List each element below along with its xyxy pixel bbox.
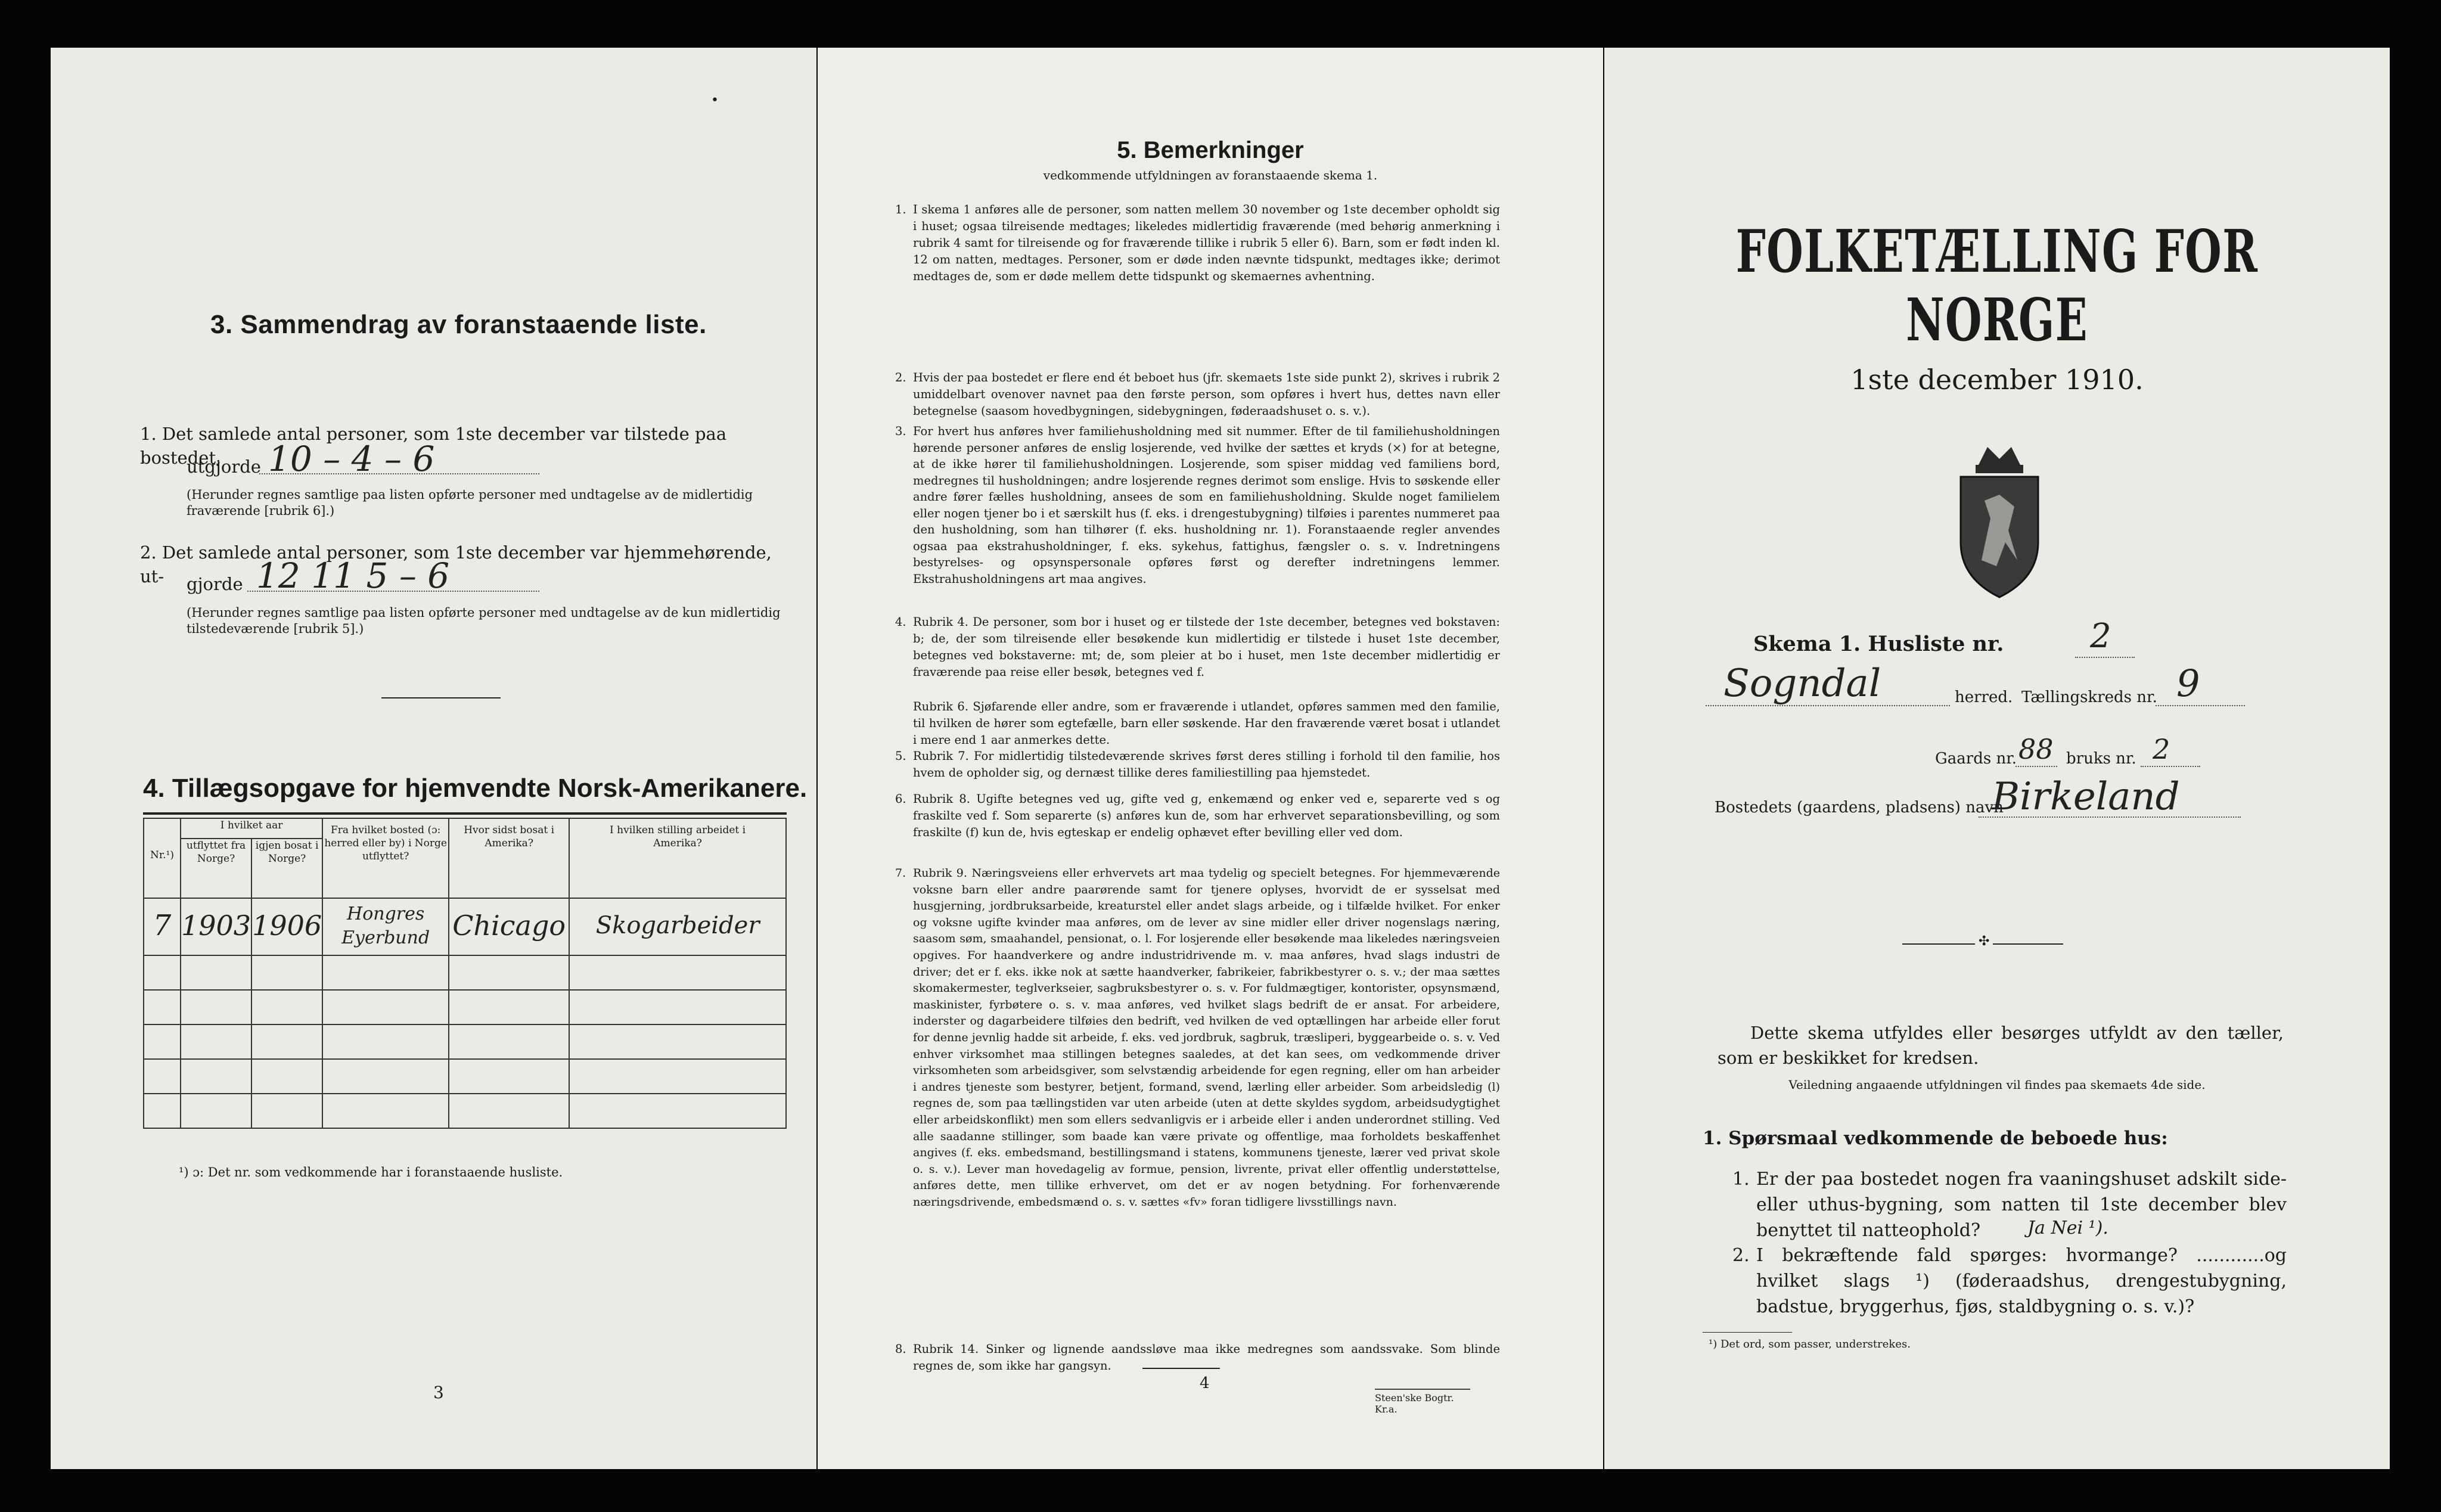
header-emigrated: utflyttet fra Norge? — [181, 839, 251, 898]
table-row — [144, 1094, 786, 1128]
item1-label: utgjorde — [187, 457, 261, 477]
q-footnote: ¹) Det ord, som passer, understrekes. — [1709, 1338, 1911, 1350]
row-nr: 7 — [144, 898, 181, 955]
right-page — [1604, 48, 2390, 1469]
bosted-value: Birkeland — [1992, 775, 2180, 819]
skema-label: Skema 1. Husliste nr. — [1753, 632, 2004, 656]
gaards-value: 88 — [2018, 733, 2054, 765]
table-row — [144, 1024, 786, 1059]
remark-item — [913, 698, 1500, 749]
remark-text: For hvert hus anføres hver familiehusholdning med sit nummer. Efter de til familiehusholdningen hørende personer anføres de enslig losjerende, ved hvilke der sættes et kryds (×) for at betegne, at de ikke hører til familiehusholdningen. Losjerende, som spiser middag ved familiens bord, medregnes til husholdningen; andre losjerende regnes derimot som enslige. Hvis to søskende eller andre fører fælles husholdning, ansees de som en familiehusholdning. Skulde noget familielem eller nogen tjener bo i et særskilt hus (f. eks. i drengestubygning) tilføies i parentes nummeret paa den husholdning, som han tilhører (f. eks. husholdning nr. 1). Foranstaaende regler anvendes ogsaa paa ekstrahusholdninger, f. eks. sykehus, fattighus, fængsler o. s. v. Indretningens bestyrelses- og opsynspersonale opføres først og derefter indretningens lemmer. Ekstrahusholdningens art maa angives. — [913, 424, 1500, 586]
question-2 — [1732, 1243, 2287, 1319]
divider — [381, 697, 501, 698]
remarks-subtitle: vedkommende utfyldningen av foranstaaende skema 1. — [1043, 168, 1378, 182]
remark-number: 3. — [895, 424, 906, 438]
intro-text: Dette skema utfyldes eller besørges utfyldt av den tæller, som er beskikket for kredsen. — [1718, 1023, 2284, 1068]
section4-title: 4. Tillægsopgave for hjemvendte Norsk-Amerikanere. — [143, 774, 808, 803]
row-last-place: Chicago — [449, 898, 569, 955]
remark-item — [895, 201, 1500, 285]
remark-text: Rubrik 14. Sinker og lignende aandssløve maa ikke medregnes som aandssvake. Som blinde regnes de, som ikke har gangsyn. — [913, 1342, 1500, 1373]
table-top-rule — [143, 812, 787, 815]
remark-item — [895, 370, 1500, 420]
header-from-place: Fra hvilket bosted (ɔ: herred eller by) i Norge utflyttet? — [322, 818, 449, 898]
remark-text: Rubrik 9. Næringsveiens eller erhvervets art maa tydelig og specielt betegnes. For hjemmeværende voksne barn eller andre paarørende samt for tjenere oplyses, hvorvidt de er sysselsat med husgjerning, jordbruksarbeide, kreaturstel eller andet slags arbeide, og i tilfælde hvilket. For enker og voksne ugifte kvinder maa anføres, om de lever av sine midler eller driver nogenslags næring, saasom søm, smaahandel, pensionat, o. l. For losjerende eller besøkende maa likeledes næringsveien opgives. For haandverkere og andre industridrivende m. v. maa anføres, hvad slags industri de driver; det er f. eks. ikke nok at sætte haandverker, fabrikeier, fabrikbestyrer o. s. v.; der maa sættes skomakermester, teglverkseier, sagbruksbestyrer o. s. v. For fuldmægtiger, kontorister, opsynsmænd, maskinister, fyrbøtere o. s. v. maa anføres, ved hvilket slags bedrift de er ansat. For arbeidere, inderster og dagarbeidere tilføies den bedrift, ved hvilken de ved optællingen har arbeide eller forut for denne jevnlig hadde sit arbeide, f. eks. ved jordbruk, sagbruk, træsliperi, byggearbeide o. s. v. Ved enhver virksomhet maa stillingen betegnes saaledes, at det kan sees, om vedkommende driver virksomheten som arbeidsgiver, som selvstændig arbeidende for egen regning, eller om han arbeider i andres tjeneste som bestyrer, betjent, formand, svend, lærling eller arbeider. Som arbeidsledig (l) regnes de, som paa tællingstiden var uten arbeide (uten at dette skyldes sygdom, arbeidsudygtighet eller arbeidskonflikt) men som ellers sedvanligvis er i arbeide eller i anden underordnet stilling. Ved alle saadanne stillinger, som baade kan være private og offentlige, maa forholdets beskaffenhet angives (f. eks. embedsmand, bestillingsmand i statens, kommunens tjeneste, lærer ved privat skole o. s. v.). Lever man hovedagelig av formue, pension, livrente, privat eller offentlig understøttelse, anføres dette, men tillike erhvervet, om det er av nogen betydning. For forhenværende næringsdrivende, embedsmænd o. s. v. sættes «fv» foran tidligere livsstillings navn. — [913, 867, 1500, 1209]
form-date: 1ste december 1910. — [1850, 364, 2144, 396]
krets-line — [2156, 705, 2245, 706]
header-year-group: I hvilket aar — [181, 818, 322, 839]
table-row — [144, 898, 786, 955]
remark-number: 7. — [895, 867, 906, 880]
remark-text: Rubrik 6. Sjøfarende eller andre, som er fraværende i utlandet, opføres sammen med den familie, til hvilken de hører som egtefælle, barn eller søskende. Har den fraværende været bosat i utlandet i mere end 1 aar anmerkes dette. — [913, 700, 1500, 747]
item2-number: 2. — [140, 542, 157, 563]
section3-title: 3. Sammendrag av foranstaaende liste. — [210, 310, 707, 339]
row-occupation: Skogarbeider — [569, 898, 786, 955]
remark-text: Rubrik 4. De personer, som bor i huset og er tilstede der 1ste december, betegnes ved bokstaven: b; de, der som tilreisende eller besøkende kun midlertidig er tilstede i huset 1ste december, betegnes ved bokstaverne: mt; de, som pleier at bo i huset, men 1ste december midlertidig er fraværende paa reise eller besøk, betegnes ved f. — [913, 615, 1500, 679]
questions-title: 1. Spørsmaal vedkommende de beboede hus: — [1703, 1128, 2168, 1149]
coat-of-arms-icon — [1955, 441, 2044, 604]
bruks-label: bruks nr. — [2066, 750, 2136, 768]
row-emigrated: 1903 — [181, 898, 251, 955]
left-page — [51, 48, 816, 1469]
gaards-line — [2015, 766, 2057, 767]
remark-text: I skema 1 anføres alle de personer, som natten mellem 30 november og 1ste december opholdt sig i huset; ogsaa tilreisende medtages; likeledes midlertidig fraværende (med behørig anmerkning i rubrik 4 samt for tilreisende og for fraværende tillike i rubrik 5 eller 6). Barn, som er født inden kl. 12 om natten, medtages. Personer, som er døde inden nævnte tidspunkt, medtages ikke; derimot medtages de, som er døde mellem dette tidspunkt og skemaernes avhentning. — [913, 203, 1500, 283]
remark-number: 5. — [895, 749, 906, 763]
remark-number: 6. — [895, 792, 906, 806]
remark-item — [895, 748, 1500, 781]
remark-text: Hvis der paa bostedet er flere end ét beboet hus (jfr. skemaets 1ste side punkt 2), skrives i rubrik 2 umiddelbart ovenover navnet paa den første person, som opføres i hvert hus, dettes navn eller betegnelse (saasom hovedbygningen, sidebygningen, føderaadshuset o. s. v.). — [913, 371, 1500, 418]
remark-number: 2. — [895, 371, 906, 384]
remark-text: Rubrik 7. For midlertidig tilstedeværende skrives først deres stilling i forhold til den familie, hos hvem de opholder sig, og dernæst tillike deres familiestilling paa hjemstedet. — [913, 749, 1500, 780]
q2-text: I bekræftende fald spørges: hvormange? ............og hvilket slags ¹) (føderaadshus, drengestubygning, badstue, bryggerhus, fjøs, staldbygning o. s. v.)? — [1756, 1245, 2287, 1317]
table-row — [144, 1059, 786, 1094]
bruks-line — [2141, 766, 2200, 767]
page-number: 4 — [1200, 1374, 1210, 1392]
item2-text: Det samlede antal personer, som 1ste december var hjemmehørende, ut- — [140, 542, 772, 586]
header-nr: Nr.¹) — [144, 818, 181, 898]
bottom-rule — [1142, 1368, 1220, 1369]
item1-value: 10 – 4 – 6 — [268, 439, 435, 479]
item2-label: gjorde — [187, 574, 243, 594]
bosted-label: Bostedets (gaardens, pladsens) navn — [1715, 799, 2004, 816]
remark-number: 1. — [895, 203, 906, 216]
norsk-amerikanere-table — [143, 818, 787, 1129]
krets-label: Tællingskreds nr. — [2021, 688, 2157, 706]
husliste-value: 2 — [2090, 617, 2111, 656]
item1-note: (Herunder regnes samtlige paa listen opførte personer med undtagelse av de midlertidig fraværende [rubrik 6].) — [187, 488, 753, 518]
remark-text: Rubrik 8. Ugifte betegnes ved ug, gifte ved g, enkemænd og enker ved e, separerte ved s og fraskilte ved f. Som separerte (s) anføres kun de, som har erhvervet separationsbevilling, og som fraskilte (f) kun de, hvis egteskap er endelig ophævet efter bevilling eller ved dom. — [913, 792, 1500, 839]
remark-item — [895, 791, 1500, 841]
veiledning-text: Veiledning angaaende utfyldningen vil findes paa skemaets 4de side. — [1788, 1078, 2206, 1092]
gaards-label: Gaards nr. — [1935, 750, 2017, 768]
item1-text: Det samlede antal personer, som 1ste december var tilstede paa bostedet, — [140, 424, 727, 468]
page-mark: • — [711, 93, 719, 108]
q2-number: 2. — [1732, 1245, 1750, 1266]
middle-page — [818, 48, 1603, 1469]
q1-text: Er der paa bostedet nogen fra vaaningshuset adskilt side- eller uthus-bygning, som natten til 1ste december blev benyttet til natteophold? — [1756, 1169, 2287, 1241]
header-occupation: I hvilken stilling arbeidet i Amerika? — [569, 818, 786, 898]
remark-number: 8. — [895, 1342, 906, 1356]
item1-number: 1. — [140, 424, 157, 444]
form-title: FOLKETÆLLING FOR NORGE — [1735, 218, 2259, 355]
remark-item — [895, 1341, 1500, 1374]
item2-value: 12 11 5 – 6 — [256, 555, 450, 596]
row-returned: 1906 — [251, 898, 322, 955]
ornament-icon: ✣ — [1975, 934, 1993, 949]
bruks-value: 2 — [2153, 733, 2170, 765]
question-1 — [1732, 1166, 2287, 1243]
remark-item — [895, 865, 1500, 1210]
header-last-place: Hvor sidst bosat i Amerika? — [449, 818, 569, 898]
herred-value: Sogndal — [1723, 662, 1881, 706]
remark-number: 4. — [895, 615, 906, 629]
footnote-rule — [1703, 1332, 1792, 1333]
q1-answer: Ja Nei ¹). — [2027, 1218, 2108, 1238]
item2-note: (Herunder regnes samtlige paa listen opførte personer med undtagelse av de kun midlertidig tilstedeværende [rubrik 5].) — [187, 606, 781, 636]
printer-imprint: Steen'ske Bogtr. Kr.a. — [1375, 1389, 1470, 1415]
husliste-line — [2075, 657, 2135, 658]
row-from-place: Hongres Eyerbund — [322, 898, 449, 955]
remark-item — [895, 614, 1500, 681]
q1-number: 1. — [1732, 1169, 1750, 1190]
table-row — [144, 955, 786, 990]
section4-footnote: ¹) ɔ: Det nr. som vedkommende har i foranstaaende husliste. — [179, 1165, 563, 1179]
herred-label: herred. — [1955, 688, 2013, 706]
table-row — [144, 990, 786, 1024]
remarks-title: 5. Bemerkninger — [1117, 137, 1304, 163]
page-number: 3 — [433, 1383, 444, 1402]
krets-value: 9 — [2176, 662, 2200, 705]
header-returned: igjen bosat i Norge? — [251, 839, 322, 898]
remark-item — [895, 423, 1500, 587]
